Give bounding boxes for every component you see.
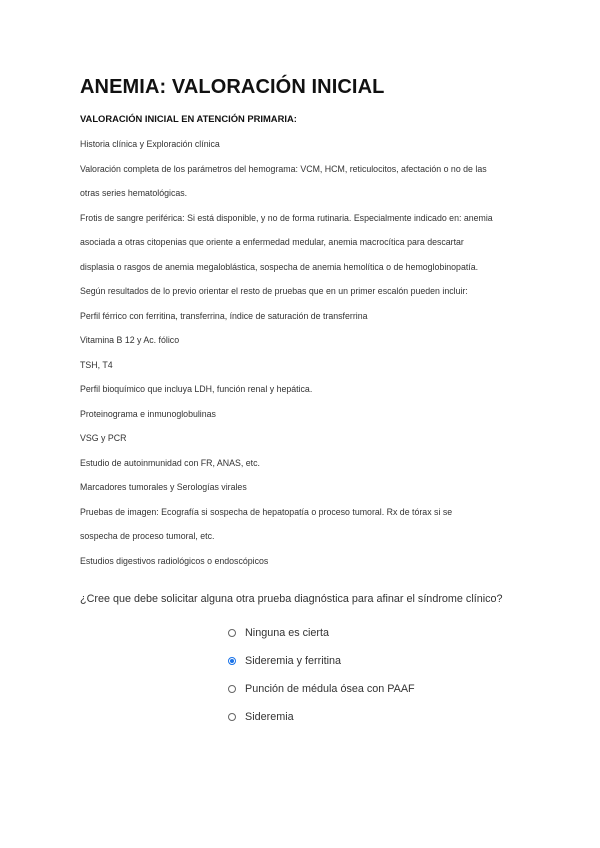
list-item: Estudio de autoinmunidad con FR, ANAS, etc. — [80, 457, 260, 468]
option-sideremia[interactable] — [228, 703, 415, 731]
option-label: Punción de médula ósea con PAAF — [245, 683, 415, 695]
list-item: VSG y PCR — [80, 433, 127, 443]
option-label: Sideremia — [245, 711, 294, 723]
radio-button[interactable] — [228, 629, 236, 637]
list-item: Pruebas de imagen: Ecografía si sospecha de hepatopatía o proceso tumoral. Rx de tórax si se — [80, 506, 453, 517]
list-item: Frotis de sangre periférica: Si está disponible, y no de forma rutinaria. Especialmente indicado en: anemia — [80, 212, 493, 223]
list-item: Según resultados de lo previo orientar el resto de pruebas que en un primer escalón pueden incluir: — [80, 286, 468, 296]
radio-button[interactable] — [228, 685, 236, 693]
option-sideremia-y-ferritina[interactable] — [228, 647, 415, 675]
radio-button[interactable] — [228, 713, 236, 721]
option-label: Sideremia y ferritina — [245, 655, 342, 667]
list-item: TSH, T4 — [80, 359, 113, 370]
section-heading: VALORACIÓN INICIAL EN ATENCIÓN PRIMARIA: — [80, 113, 297, 124]
assessment-list — [80, 137, 550, 578]
list-item: sospecha de proceso tumoral, etc. — [80, 531, 215, 541]
list-item: Estudios digestivos radiológicos o endoscópicos — [80, 555, 269, 566]
list-item: Historia clínica y Exploración clínica — [80, 139, 220, 149]
option-puncion-medula-osea[interactable] — [228, 675, 415, 703]
list-item: asociada a otras citopenias que oriente a enfermedad medular, anemia macrocítica para descartar — [80, 237, 464, 247]
list-item: displasia o rasgos de anemia megaloblástica, sospecha de anemia hemolítica o de hemoglobinopatía. — [80, 261, 479, 272]
quiz-options — [228, 619, 415, 731]
page-title: ANEMIA: VALORACIÓN INICIAL — [80, 76, 385, 98]
list-item: Perfil bioquímico que incluya LDH, función renal y hepática. — [80, 384, 313, 394]
radio-button[interactable] — [228, 657, 236, 665]
list-item: Proteinograma e inmunoglobulinas — [80, 408, 216, 419]
list-item: Vitamina B 12 y Ac. fólico — [80, 335, 180, 345]
list-item: Valoración completa de los parámetros del hemograma: VCM, HCM, reticulocitos, afectación o no de las — [80, 163, 487, 174]
list-item: Perfil férrico con ferritina, transferrina, índice de saturación de transferrina — [80, 310, 368, 321]
list-item: otras series hematológicas. — [80, 188, 188, 198]
list-item: Marcadores tumorales y Serologías virales — [80, 482, 247, 492]
option-ninguna-es-cierta[interactable] — [228, 619, 415, 647]
quiz-question: ¿Cree que debe solicitar alguna otra prueba diagnóstica para afinar el síndrome clínico? — [80, 593, 503, 605]
option-label: Ninguna es cierta — [245, 627, 330, 639]
